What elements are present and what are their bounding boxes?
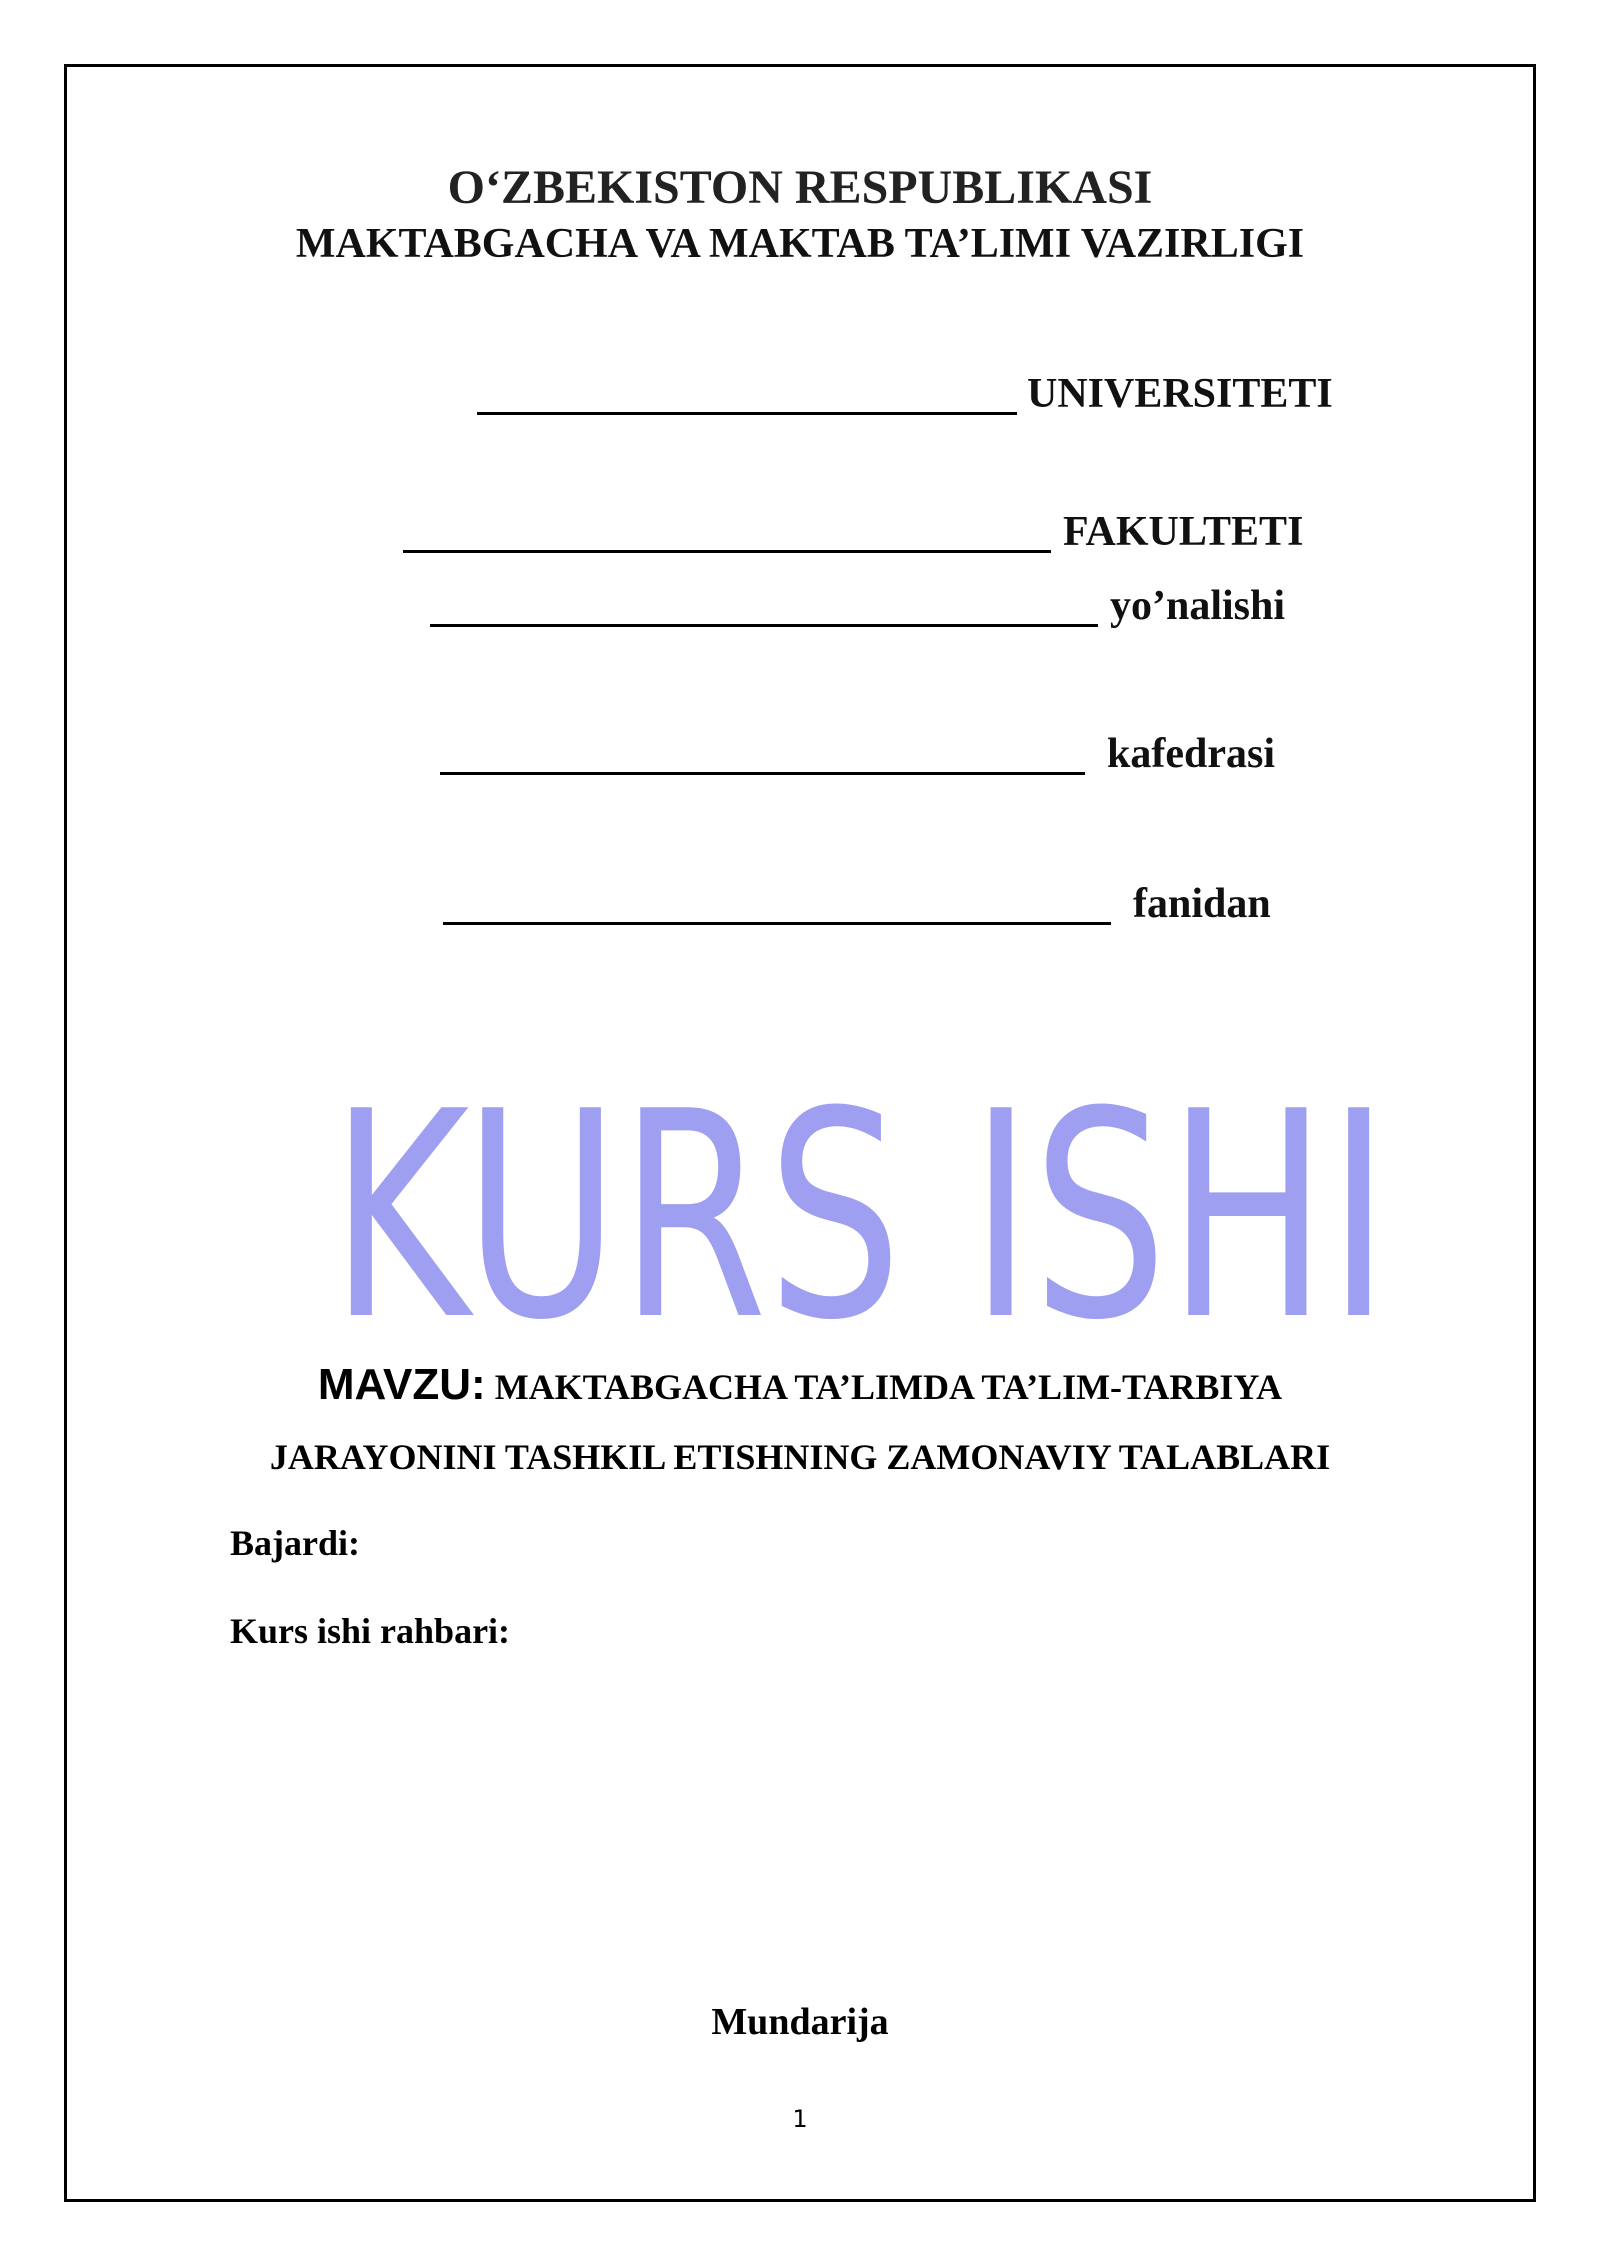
department-label: kafedrasi: [1107, 731, 1275, 777]
subject-row: [0, 880, 1600, 930]
department-blank[interactable]: [440, 772, 1085, 775]
faculty-row: [0, 508, 1600, 558]
direction-label: yo’nalishi: [1110, 583, 1286, 629]
direction-blank[interactable]: [430, 624, 1098, 627]
topic-label: MAVZU:: [317, 1360, 486, 1409]
topic-text-2: JARAYONINI TASHKIL ETISHNING ZAMONAVIY TALABLARI: [269, 1437, 1331, 1477]
university-label: UNIVERSITETI: [1027, 371, 1333, 417]
university-blank[interactable]: [477, 412, 1017, 415]
department-row: [0, 730, 1600, 780]
country-title: O‘ZBEKISTON RESPUBLIKASI: [447, 161, 1153, 214]
supervisor-label: Kurs ishi rahbari:: [230, 1611, 511, 1651]
performer-label: Bajardi:: [230, 1523, 360, 1563]
faculty-label: FAKULTETI: [1063, 509, 1304, 555]
faculty-blank[interactable]: [403, 550, 1051, 553]
wordart-text: KURS ISHI: [330, 1051, 1391, 1350]
ministry-title: MAKTABGACHA VA MAKTAB TA’LIMI VAZIRLIGI: [295, 221, 1305, 267]
subject-blank[interactable]: [443, 922, 1111, 925]
topic-line-1: [0, 1360, 1600, 1410]
contents-heading: Mundarija: [711, 2001, 889, 2043]
direction-row: [0, 582, 1600, 632]
subject-label: fanidan: [1133, 881, 1271, 927]
page-number: 1: [792, 2105, 808, 2133]
university-row: [0, 370, 1600, 420]
kurs-ishi-wordart: [300, 1030, 1440, 1350]
topic-text-1: MAKTABGACHA TA’LIMDA TA’LIM-TARBIYA: [494, 1367, 1283, 1407]
